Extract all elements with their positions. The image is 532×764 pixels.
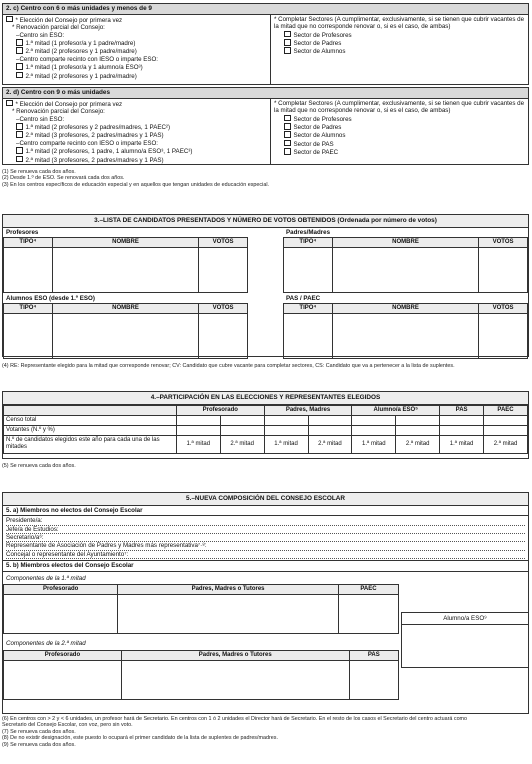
value-cell[interactable]: [440, 426, 484, 436]
section-2d-header: 2. d) Centro con 9 o más unidades: [3, 88, 528, 99]
sector-label: Sector de Profesores: [293, 31, 352, 39]
column-header: VOTOS: [199, 304, 248, 314]
checkbox[interactable]: [16, 131, 23, 138]
section-4-title: 4.–PARTICIPACIÓN EN LAS ELECCIONES Y REPRESENTANTES ELEGIDOS: [3, 392, 528, 405]
corner-cell: [4, 405, 177, 415]
footnote: (6) En centros con > 2 y < 6 unidades, un profesor hará de Secretario. En centros con 1 ó 2 unidades el Director hará de Secretario. En el resto de los casos el Secretario del centro actuará como: [2, 716, 468, 722]
column-header: Profesorado: [176, 405, 264, 415]
candidate-table: [3, 237, 248, 293]
checkbox[interactable]: [16, 156, 23, 163]
option-row: [6, 131, 267, 139]
option-label: * Elección del Consejo por primera vez: [15, 100, 123, 108]
checkbox[interactable]: [284, 123, 291, 130]
blank-cell[interactable]: [479, 314, 528, 359]
column-header: Padres, Madres: [264, 405, 352, 415]
option-row: [6, 47, 267, 55]
footnotes-6-9: [2, 716, 529, 748]
candidate-table: [283, 303, 528, 359]
blank-cell[interactable]: [4, 595, 118, 634]
member-label: Secretario/a⁶:: [6, 534, 44, 541]
option-label: * Elección del Consejo por primera vez: [15, 16, 123, 24]
option-row: [6, 56, 267, 63]
section-3-candidates: [2, 214, 529, 357]
checkbox[interactable]: [6, 16, 13, 23]
checkbox[interactable]: [284, 140, 291, 147]
member-row[interactable]: [6, 517, 525, 525]
option-row: [6, 140, 267, 147]
checkbox[interactable]: [16, 47, 23, 54]
column-header: VOTOS: [199, 238, 248, 248]
value-cell[interactable]: [396, 426, 440, 436]
value-cell[interactable]: 2.ª mitad: [484, 436, 528, 453]
sector-row: [274, 47, 525, 55]
option-row: [6, 39, 267, 47]
sector-row: [274, 31, 525, 39]
sector-label: Sector de Profesores: [293, 115, 352, 123]
value-cell[interactable]: 1.ª mitad: [264, 436, 308, 453]
footnote: (9) Se renueva cada dos años.: [2, 741, 76, 748]
value-cell[interactable]: [484, 415, 528, 425]
candidate-table: [3, 303, 248, 359]
value-cell[interactable]: [220, 415, 264, 425]
footnotes-1-3: [2, 169, 529, 188]
blank-cell[interactable]: [332, 248, 478, 293]
value-cell[interactable]: [220, 426, 264, 436]
section-4-participation: [2, 391, 529, 459]
column-header: Alumno/a ESO⁵: [352, 405, 440, 415]
column-header: TIPO⁴: [284, 238, 333, 248]
candidate-group: [3, 228, 248, 294]
sector-label: Sector de PAEC: [293, 149, 339, 157]
section-2d: [2, 87, 529, 165]
value-cell[interactable]: [308, 426, 352, 436]
column-header: TIPO⁴: [4, 304, 53, 314]
footnote: Secretario del Consejo Escolar, con voz, pero sin voto.: [2, 722, 133, 729]
member-row[interactable]: [6, 551, 525, 559]
member-label: Concejal o representante del Ayuntamiento⁷:: [6, 550, 129, 558]
column-header: Profesorado: [4, 585, 118, 595]
option-label: 1.ª mitad (2 profesores, 1 padre, 1 alumno/a ESO³, 1 PAEC³): [25, 148, 193, 156]
column-header: Padres, Madres o Tutores: [121, 650, 349, 660]
blank-cell[interactable]: [479, 248, 528, 293]
option-label: –Centro comparte recinto con IESO o imparte ESO:: [16, 139, 159, 147]
checkbox[interactable]: [16, 39, 23, 46]
blank-cell[interactable]: [199, 314, 248, 359]
option-label: 1.ª mitad (1 profesor/a y 1 alumno/a ESO³): [25, 64, 143, 72]
option-label: 1.ª mitad (2 profesores y 2 padres/madres, 1 PAEC²): [25, 124, 171, 131]
member-row[interactable]: [6, 534, 525, 542]
footnote: (3) En los centros específicos de educación especial y en aquellos que tengan unidades de educación especial.: [2, 181, 270, 188]
option-row: [6, 108, 267, 115]
sector-row: [274, 140, 525, 148]
section-5a-label: 5. a) Miembros no electos del Consejo Escolar: [3, 506, 528, 516]
section-3-title: 3.–LISTA DE CANDIDATOS PRESENTADOS Y NÚMERO DE VOTOS OBTENIDOS (Ordenada por número de votos): [3, 215, 528, 228]
value-cell[interactable]: [176, 415, 220, 425]
option-label: 2.ª mitad (2 profesores y 1 padre/madre): [25, 72, 137, 80]
blank-cell[interactable]: [52, 248, 198, 293]
checkbox[interactable]: [284, 39, 291, 46]
column-header: TIPO⁴: [4, 238, 53, 248]
sector-label: Sector de Alumnos: [293, 48, 346, 56]
member-label: Jefe/a de Estudios:: [6, 525, 59, 533]
checkbox[interactable]: [284, 148, 291, 155]
comp2-table: [3, 650, 399, 700]
blank-cell[interactable]: [332, 314, 478, 359]
blank-cell[interactable]: [349, 661, 398, 700]
section-2c: [2, 3, 529, 85]
candidate-group-label: Padres/Madres: [286, 228, 331, 236]
option-row: [6, 100, 267, 108]
checkbox[interactable]: [16, 72, 23, 79]
candidate-group-label: PAS / PAEC: [286, 294, 321, 302]
candidate-group-label: Alumnos ESO (desde 1.º ESO): [6, 294, 95, 302]
sectors-intro: * Completar Sectores (A cumplimentar, exclusivamente, si se tienen que cubrir vacantes de la mitad que no corresponde renovar o, si es el caso, de ambas): [274, 99, 525, 115]
row-label: Censo total: [4, 415, 177, 425]
section-5b-label: 5. b) Miembros electos del Consejo Escolar: [3, 561, 528, 571]
value-cell[interactable]: [396, 415, 440, 425]
row-label: Votantes (N.º y %): [4, 426, 177, 436]
member-row[interactable]: [6, 542, 525, 550]
candidate-group-label: Profesores: [6, 228, 39, 236]
option-row: [6, 156, 267, 164]
footnote: (8) De no existir designación, este puesto lo ocupará el primer candidato de la lista de suplentes de padres/madres.: [2, 735, 278, 742]
option-label: 2.ª mitad (3 profesores, 2 padres/madres y 1 PAS): [25, 156, 164, 164]
value-cell[interactable]: 2.ª mitad: [308, 436, 352, 453]
alumno-label: Alumno/a ESO⁹: [402, 613, 528, 625]
option-row: [6, 123, 267, 131]
section-5-title: 5.–NUEVA COMPOSICIÓN DEL CONSEJO ESCOLAR: [3, 493, 528, 506]
option-row: [6, 16, 267, 24]
blank-cell[interactable]: [199, 248, 248, 293]
sector-row: [274, 39, 525, 47]
value-cell[interactable]: [264, 426, 308, 436]
option-label: 1.ª mitad (1 profesor/a y 1 padre/madre): [25, 40, 136, 47]
comp2-label: Componentes de la 2.ª mitad: [6, 640, 86, 648]
value-cell[interactable]: 2.ª mitad: [396, 436, 440, 453]
value-cell[interactable]: 1.ª mitad: [440, 436, 484, 453]
value-cell[interactable]: [352, 426, 396, 436]
blank-cell[interactable]: [4, 314, 53, 359]
option-label: 2.ª mitad (2 profesores y 1 padre/madre): [25, 48, 137, 56]
section-5-composition: [2, 492, 529, 714]
sector-row: [274, 148, 525, 156]
footnote-4: [2, 363, 529, 369]
option-label: * Renovación parcial del Consejo:: [12, 24, 105, 32]
value-cell[interactable]: [176, 426, 220, 436]
column-header: Padres, Madres o Tutores: [118, 585, 339, 595]
member-row[interactable]: [6, 526, 525, 534]
footnote-5: [2, 463, 529, 469]
member-label: Representante de Asociación de Padres y Madres más representativa⁷·⁸:: [6, 542, 207, 550]
option-row: [6, 24, 267, 31]
sector-label: Sector de Alumnos: [293, 132, 346, 140]
blank-cell[interactable]: [284, 314, 333, 359]
option-row: [6, 147, 267, 155]
checkbox[interactable]: [284, 115, 291, 122]
option-row: [6, 63, 267, 71]
value-cell[interactable]: 2.ª mitad: [220, 436, 264, 453]
sector-label: Sector de Padres: [293, 40, 342, 47]
footnote: (2) Desde 1.º de ESO. Se renovará cada dos años.: [2, 175, 125, 182]
blank-cell[interactable]: [121, 661, 349, 700]
member-label: Presidente/a:: [6, 517, 43, 525]
blank-cell[interactable]: [284, 248, 333, 293]
column-header: VOTOS: [479, 304, 528, 314]
blank-cell[interactable]: [118, 595, 339, 634]
value-cell[interactable]: 1.ª mitad: [352, 436, 396, 453]
sector-row: [274, 123, 525, 131]
sector-row: [274, 115, 525, 123]
alumno-box: [401, 612, 529, 668]
option-row: [6, 116, 267, 123]
footnote-4-text: (4) RE: Representante elegido para la mitad que corresponde renovar; CV: Candidato que cubre vacante para completar sectores, CS: Candidato que va a pertenecer a la lista de suplentes.: [2, 363, 455, 369]
candidate-table: [283, 237, 528, 293]
column-header: NOMBRE: [52, 238, 198, 248]
comp1-label: Componentes de la 1.ª mitad: [6, 574, 86, 582]
column-header: PAS: [440, 405, 484, 415]
blank-cell[interactable]: [338, 595, 398, 634]
option-label: –Centro sin ESO:: [16, 31, 65, 39]
value-cell[interactable]: 1.ª mitad: [176, 436, 220, 453]
comp1-table: [3, 584, 399, 634]
sector-row: [274, 131, 525, 139]
sectors-intro: * Completar Sectores (A cumplimentar, exclusivamente, si se tienen que cubrir vacantes de la mitad que no corresponde renovar o, si es el caso, de ambas): [274, 15, 525, 31]
checkbox[interactable]: [284, 47, 291, 54]
column-header: NOMBRE: [52, 304, 198, 314]
option-label: –Centro sin ESO:: [16, 115, 65, 123]
column-header: TIPO⁴: [284, 304, 333, 314]
row-label: N.º de candidatos elegidos este año para cada una de las mitades: [4, 436, 177, 453]
checkbox[interactable]: [6, 100, 13, 107]
value-cell[interactable]: [264, 415, 308, 425]
column-header: PAEC: [338, 585, 398, 595]
footnote: (7) Se renueva cada dos años.: [2, 728, 76, 735]
checkbox[interactable]: [284, 31, 291, 38]
value-cell[interactable]: [484, 426, 528, 436]
option-label: 2.ª mitad (3 profesores, 2 padres/madres y 1 PAS): [25, 132, 164, 140]
option-row: [6, 72, 267, 80]
column-header: NOMBRE: [332, 304, 478, 314]
column-header: PAS: [349, 650, 398, 660]
section-2c-header: 2. c) Centro con 6 o más unidades y menos de 9: [3, 4, 528, 15]
option-label: –Centro comparte recinto con IESO o imparte ESO:: [16, 55, 159, 63]
participation-table: [3, 405, 528, 454]
checkbox[interactable]: [16, 147, 23, 154]
candidate-group: [283, 228, 528, 294]
blank-cell[interactable]: [52, 314, 198, 359]
checkbox[interactable]: [16, 63, 23, 70]
section-2d-sectors: [271, 99, 528, 165]
blank-cell[interactable]: [4, 248, 53, 293]
checkbox[interactable]: [16, 123, 23, 130]
candidate-group: [3, 294, 248, 360]
footnote-5-text: (5) Se renueva cada dos años.: [2, 463, 76, 469]
value-cell[interactable]: [440, 415, 484, 425]
column-header: PAEC: [484, 405, 528, 415]
candidate-group: [283, 294, 528, 360]
section-2c-sectors: [271, 15, 528, 85]
value-cell[interactable]: [308, 415, 352, 425]
column-header: Profesorado: [4, 650, 122, 660]
value-cell[interactable]: [352, 415, 396, 425]
option-row: [6, 32, 267, 39]
option-label: * Renovación parcial del Consejo:: [12, 108, 105, 116]
section-2c-options: [3, 15, 271, 85]
section-2d-options: [3, 99, 271, 165]
sector-label: Sector de PAS: [293, 140, 334, 148]
sector-label: Sector de Padres: [293, 124, 342, 131]
column-header: NOMBRE: [332, 238, 478, 248]
column-header: VOTOS: [479, 238, 528, 248]
checkbox[interactable]: [284, 131, 291, 138]
blank-cell[interactable]: [4, 661, 122, 700]
footnote: (1) Se renueva cada dos años.: [2, 169, 76, 175]
